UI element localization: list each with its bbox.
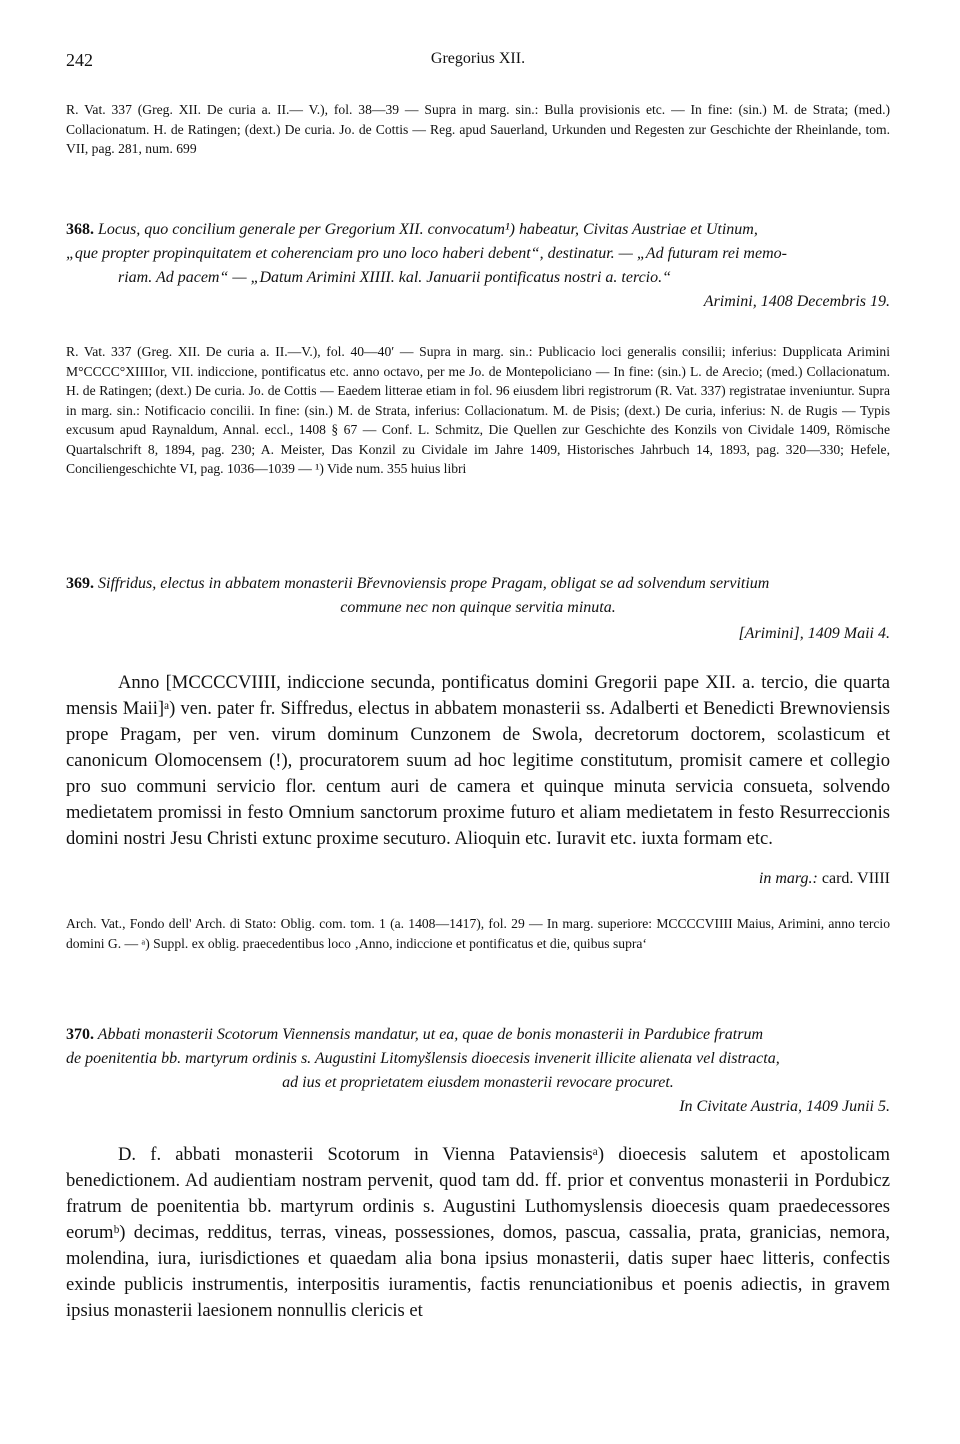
entry-368-regest xyxy=(66,218,890,290)
entry-369-note: Arch. Vat., Fondo dell' Arch. di Stato: Oblig. com. tom. 1 (a. 1408—1417), fol. 29 — In marg. superiore: MCCCCVIIII Maius, Arimini, anno tercio domini G. — ᵃ) Suppl. ex oblig. praecedentibus loco ‚Anno, indiccione et pontificatus et die, quibus supra‘ xyxy=(66,916,890,951)
entry-369-line2: commune nec non quinque servitia minuta. xyxy=(340,599,616,616)
entry-370-line3: ad ius et proprietatem eiusdem monasterii revocare procuret. xyxy=(282,1074,674,1091)
entry-369-text xyxy=(66,670,890,852)
entry-369-margin-note xyxy=(66,870,890,888)
entry-370-text xyxy=(66,1142,890,1324)
entry-370-number: 370. xyxy=(66,1026,94,1043)
page-header xyxy=(66,50,890,74)
margin-label: in marg.: xyxy=(758,870,818,887)
entry-368-note: R. Vat. 337 (Greg. XII. De curia a. II.—V.), fol. 40—40′ — Supra in marg. sin.: Publicacio loci generalis consilii; inferius: Dupplicata Arimini M°CCCC°XIIIIor, VII. indiccione, pontificatus etc. anno octavo, per me Jo. de Montepoliciano — In fine: (sin.) L. de Arecio; (med.) Collacionatum. H. de Ratingen; (dext.) De curia. Jo. de Cottis — Eaedem litterae etiam in fol. 96 eiusdem libri registrorum (R. Vat. 337) registratae inveniuntur. Supra in marg. sin.: Notificacio concilii. In fine: (sin.) M. de Strata, inferius: Collacionatum. M. de Pisis; (dext.) De curia, inferius: N. de Rugis — Typis excusum apud Raynaldum, Annal. eccl., 1408 § 67 — Conf. L. Schmitz, Die Quellen zur Geschichte des Konzils von Cividale 1409, Römische Quartalschrift 8, 1894, pag. 230; A. Meister, Das Konzil zu Cividale im Jahre 1409, Historisches Jahrbuch 14, 1893, pag. 320—330; Hefele, Conciliengeschichte VI, pag. 1036—1039 — ¹) Vide num. 355 huius libri xyxy=(66,344,890,476)
entry-370-paragraph: D. f. abbati monasterii Scotorum in Vienna Pataviensisᵃ) dioecesis salutem et apostolicam benedictionem. Ad audientiam nostram pervenit, quod tam dd. ff. prior et conventus monasterii in Pordubicz fratrum de poenitentia bb. martyrum ordinis s. Augustini Luthomyslensis dioecesis quam praedecessores eorumᵇ) decimas, redditus, terras, vineas, possessiones, domos, pascua, cassalia, prata, granicias, nemora, molendina, iura, iurisdictiones et quaedam alia bona ipsius monasterii, datis super haec litteris, confectis exinde publicis instrumentis, interpositis iuramentis, factis renunciationibus et poenis adiectis, in gravem ipsius monasterii laesionem nonnullis clericis et xyxy=(66,1144,890,1321)
entry-368-line1: Locus, quo concilium generale per Gregorium XII. convocatum¹) habeatur, Civitas Austriae et Utinum, xyxy=(98,221,758,238)
margin-value: card. VIIII xyxy=(821,870,890,887)
top-footnote: R. Vat. 337 (Greg. XII. De curia a. II.— V.), fol. 38—39 — Supra in marg. sin.: Bulla provisionis etc. — In fine: (sin.) M. de Strata; (med.) Collacionatum. H. de Ratingen; (dext.) De curia. Jo. de Cottis — Reg. apud Sauerland, Urkunden und Regesten zur Geschichte der Rheinlande, tom. VII, pag. 281, num. 699 xyxy=(66,102,890,156)
entry-370-date: In Civitate Austria, 1409 Junii 5. xyxy=(679,1098,890,1115)
entry-369-regest xyxy=(66,572,890,620)
entry-368-line3: riam. Ad pacem“ — „Datum Arimini XIIII. kal. Januarii pontificatus nostri a. tercio.“ xyxy=(118,269,672,286)
entry-369-number: 369. xyxy=(66,575,94,592)
entry-369-date: [Arimini], 1409 Maii 4. xyxy=(738,625,890,642)
page-number: 242 xyxy=(66,50,93,70)
entry-368-date: Arimini, 1408 Decembris 19. xyxy=(703,293,890,310)
entry-370-line1: Abbati monasterii Scotorum Viennensis mandatur, ut ea, quae de bonis monasterii in Pardubice fratrum xyxy=(97,1026,764,1043)
entry-369-line1: Siffridus, electus in abbatem monasterii Břevnoviensis prope Pragam, obligat se ad solvendum servitium xyxy=(98,575,770,592)
entry-368-line2: „que propter propinquitatem et coherenciam pro uno loco haberi debent“, destinatur. — „Ad futuram rei memo- xyxy=(66,245,787,262)
entry-369-paragraph: Anno [MCCCCVIIII, indiccione secunda, pontificatus domini Gregorii pape XII. a. tercio, die quarta mensis Maii]ᵃ) ven. pater fr. Siffredus, electus in abbatem monasterii ss. Adalberti et Benedicti Brewnoviensis prope Pragam, per ven. virum dominum Cunzonem de Swola, decretorum doctorem, scolasticum et canonicum Olomocensem (!), procuratorem suum ad hoc legitime constitutum, promisit camere et collegio pro suo communi servicio flor. centum auri de camera et quinque minuta servicia consueta, solvendo medietatem promissi in festo Omnium sanctorum proxime futuro et aliam medietatem in festo Resurreccionis domini nostri Jesu Christi extunc proxime secuturo. Alioquin etc. Iuravit etc. iuxta formam etc. xyxy=(66,672,890,849)
entry-370-regest xyxy=(66,1023,890,1095)
running-title: Gregorius XII. xyxy=(430,50,526,67)
entry-368-number: 368. xyxy=(66,221,94,238)
entry-370-line2: de poenitentia bb. martyrum ordinis s. Augustini Litomyšlensis dioecesis invenerit illicite alienata vel distracta, xyxy=(66,1050,780,1067)
